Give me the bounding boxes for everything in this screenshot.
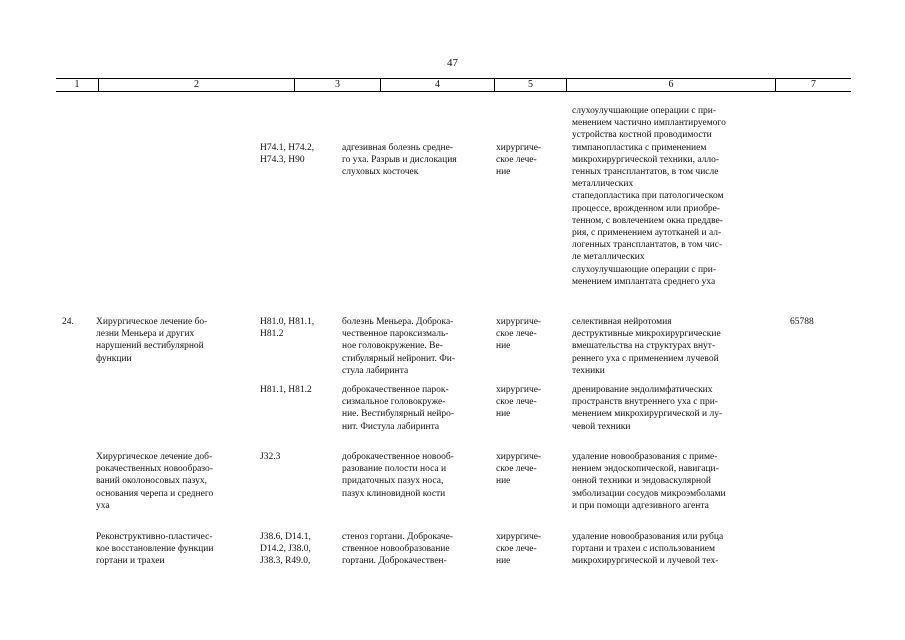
header-col-4: 4 — [435, 79, 440, 90]
header-col-1: 1 — [74, 79, 80, 90]
page-number: 47 — [447, 57, 458, 69]
treatment-type-cell: хирургиче- ское лече- ние — [496, 385, 542, 420]
header-col-6: 6 — [668, 79, 674, 90]
mkb-codes-cell: H81.0, H81.1, H81.2 — [260, 317, 315, 340]
header-col-3: 3 — [335, 79, 340, 90]
mkb-codes-cell: H74.1, H74.2, H74.3, H90 — [260, 143, 315, 166]
patient-model-cell: стеноз гортани. Доброкаче- ственное новообразование гортани. Доброкачествен- — [342, 532, 454, 567]
patient-model-cell: доброкачественное новооб- разование полости носа и придаточных пазух носа, пазух клиновидной кости — [342, 452, 454, 499]
patient-model-cell: доброкачественное парок- сизмальное головокруже- ние. Вестибулярный нейро- нит. Фистула лабиринта — [342, 385, 455, 432]
treatment-type-cell: хирургиче- ское лече- ние — [496, 452, 542, 487]
cost-cell: 65788 — [790, 317, 814, 327]
patient-model-cell: болезнь Меньера. Доброка- чественное пароксизмаль- ное головокружение. Ве- стибулярный нейронит. Фи- стула лабиринта — [342, 317, 456, 376]
mkb-codes-cell: H81.1, H81.2 — [260, 385, 312, 395]
treatment-method-cell: удаление новообразования или рубца гортани и трахеи с использованием микрохирургической и лучевой тех- — [572, 532, 724, 567]
mkb-codes-cell: J38.6, D14.1, D14.2, J38.0, J38.3, R49.0, — [260, 532, 311, 567]
treatment-type-cell: хирургиче- ское лече- ние — [496, 143, 542, 178]
table-header-row — [56, 78, 851, 92]
header-col-5: 5 — [528, 79, 533, 90]
treatment-type-cell: хирургиче- ское лече- ние — [496, 532, 542, 567]
care-type-cell: Хирургическое лечение доб- рокачественных новообразо- ваний околоносовых пазух, основания черепа и среднего уха — [96, 452, 214, 511]
treatment-method-cell: слухоулучшающие операции с при- менением частично имплантируемого устройства костной проводимости тимпанопластика с применением микрохирургической техники, алло- генных трансплантатов, в том числе металлических стапедопластика при патологическом процессе, врожденном или приобре- тенном, с вовлечением окна преддве- рия, с применением аутотканей и ал- логенных трансплантатов, в том чис- ле металлических слухоулучшающие операции с при- менением имплантата среднего уха — [572, 106, 726, 287]
patient-model-cell: адгезивная болезнь средне- го уха. Разрыв и дислокация слуховых косточек — [342, 143, 457, 178]
care-type-cell: Реконструктивно-пластичес- кое восстановление функции гортани и трахеи — [96, 532, 214, 567]
treatment-type-cell: хирургиче- ское лече- ние — [496, 317, 542, 352]
care-type-cell: Хирургическое лечение бо- лезни Меньера и других нарушений вестибулярной функции — [96, 317, 208, 364]
row-number: 24. — [62, 317, 74, 327]
mkb-codes-cell: J32.3 — [260, 452, 281, 462]
treatment-method-cell: селективная нейротомия деструктивные микрохирургические вмешательства на структурах внут- реннего уха с применением лучевой техники — [572, 317, 721, 376]
treatment-method-cell: дренирование эндолимфатических пространств внутреннего уха с при- менением микрохирургической и лу- чевой техники — [572, 385, 723, 432]
header-col-2: 2 — [194, 79, 199, 90]
treatment-method-cell: удаление новообразования с приме- нением эндоскопической, навигаци- онной техники и эндоваскулярной эмболизации сосудов микроэмболами и при помощи адгезивного агента — [572, 452, 726, 511]
header-col-7: 7 — [811, 79, 816, 90]
